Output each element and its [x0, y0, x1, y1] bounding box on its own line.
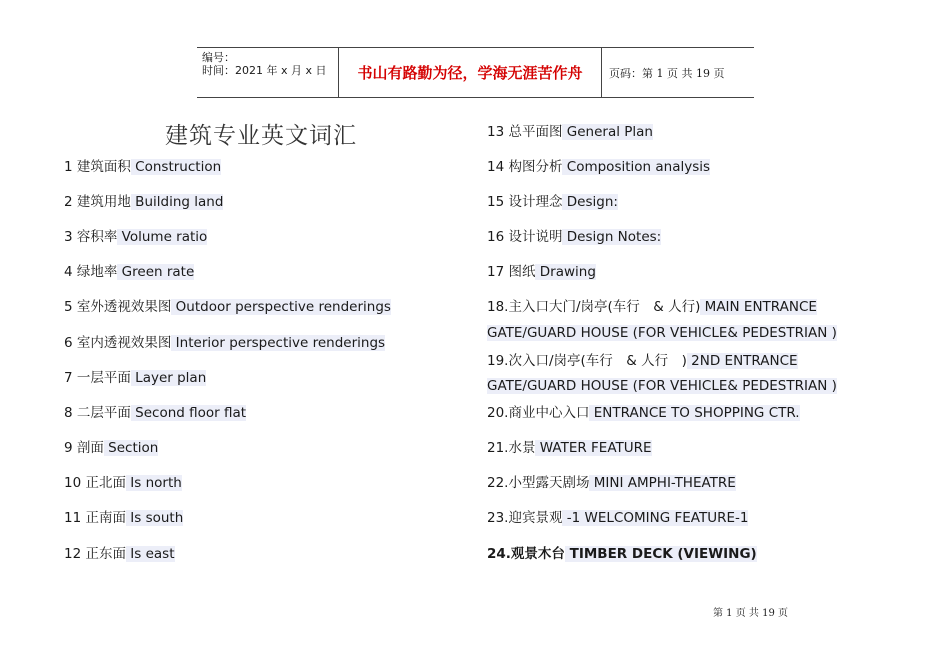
vocab-entry	[487, 193, 618, 211]
term-english: Drawing	[535, 264, 596, 280]
vocab-entry	[64, 439, 158, 457]
term-english: Outdoor perspective renderings	[171, 299, 391, 315]
term-chinese: 16 设计说明	[487, 229, 563, 245]
term-english: Is east	[125, 546, 175, 562]
term-english: General Plan	[562, 124, 653, 140]
vocab-entry	[487, 404, 800, 422]
vocab-entry	[64, 228, 207, 246]
vocab-entry	[64, 545, 175, 563]
term-chinese: 24.观景木台	[487, 546, 565, 562]
term-english: GATE/GUARD HOUSE (FOR VEHICLE& PEDESTRIAN )	[487, 325, 837, 341]
vocab-entry	[487, 158, 710, 176]
page-header	[197, 47, 754, 98]
term-english: Is north	[125, 475, 182, 491]
vocab-entry	[487, 439, 652, 457]
term-chinese: 20.商业中心入口	[487, 405, 590, 421]
term-chinese: 14 构图分析	[487, 159, 563, 175]
time-label: 时间：2021 年 x 月 x 日	[202, 64, 327, 77]
term-english: MAIN ENTRANCE	[700, 299, 817, 315]
vocab-entry	[64, 474, 182, 492]
vocab-entry	[64, 298, 391, 316]
vocab-entry	[487, 324, 837, 342]
term-english: 2ND ENTRANCE	[686, 353, 798, 369]
page-footer: 第 1 页 共 19 页	[713, 608, 788, 619]
vocab-entry	[64, 369, 206, 387]
term-chinese: 12 正东面	[64, 546, 126, 562]
term-chinese: 9 剖面	[64, 440, 104, 456]
term-chinese: 13 总平面图	[487, 124, 563, 140]
term-english: Section	[103, 440, 159, 456]
term-english: Design Notes:	[562, 229, 662, 245]
term-chinese: 10 正北面	[64, 475, 126, 491]
term-english: Second floor flat	[130, 405, 247, 421]
header-motto: 书山有路勤为径，学海无涯苦作舟	[339, 48, 602, 97]
term-chinese: 4 绿地率	[64, 264, 118, 280]
term-english: TIMBER DECK (VIEWING)	[564, 546, 757, 562]
term-english: WATER FEATURE	[535, 440, 652, 456]
term-chinese: 1 建筑面积	[64, 159, 131, 175]
vocab-entry	[487, 298, 817, 316]
header-meta	[197, 48, 339, 97]
vocab-entry	[487, 263, 596, 281]
term-chinese: 15 设计理念	[487, 194, 563, 210]
document-title: 建筑专业英文词汇	[165, 123, 357, 149]
term-chinese: 18.主入口大门/岗亭(车行 & 人行)	[487, 299, 701, 315]
term-english: Is south	[125, 510, 184, 526]
term-english: MINI AMPHI-THEATRE	[589, 475, 736, 491]
term-chinese: 19.次入口/岗亭(车行 & 人行 )	[487, 353, 687, 369]
number-label: 编号：	[202, 51, 235, 64]
vocab-entry	[64, 509, 183, 527]
header-page-info: 页码：第 1 页 共 19 页	[609, 66, 725, 80]
term-english: Interior perspective renderings	[171, 335, 386, 351]
vocab-entry	[64, 158, 221, 176]
term-chinese: 22.小型露天剧场	[487, 475, 590, 491]
vocab-entry	[64, 334, 385, 352]
vocab-entry	[64, 193, 223, 211]
term-chinese: 11 正南面	[64, 510, 126, 526]
vocab-entry	[487, 377, 837, 395]
term-english: Layer plan	[130, 370, 207, 386]
vocab-entry	[487, 509, 748, 527]
term-chinese: 21.水景	[487, 440, 536, 456]
vocab-entry	[487, 228, 661, 246]
term-english: Green rate	[117, 264, 195, 280]
term-chinese: 6 室内透视效果图	[64, 335, 172, 351]
term-english: Composition analysis	[562, 159, 711, 175]
term-chinese: 17 图纸	[487, 264, 536, 280]
term-chinese: 2 建筑用地	[64, 194, 131, 210]
term-english: -1 WELCOMING FEATURE-1	[562, 510, 749, 526]
vocab-entry	[487, 545, 757, 563]
term-english: Volume ratio	[117, 229, 208, 245]
vocab-entry	[487, 123, 653, 141]
term-english: ENTRANCE TO SHOPPING CTR.	[589, 405, 800, 421]
term-english: Construction	[130, 159, 222, 175]
term-english: Design:	[562, 194, 618, 210]
term-chinese: 23.迎宾景观	[487, 510, 563, 526]
term-chinese: 3 容积率	[64, 229, 118, 245]
term-chinese: 5 室外透视效果图	[64, 299, 172, 315]
vocab-entry	[64, 404, 246, 422]
vocab-entry	[64, 263, 194, 281]
term-english: Building land	[130, 194, 224, 210]
vocab-entry	[487, 474, 736, 492]
term-chinese: 7 一层平面	[64, 370, 131, 386]
term-chinese: 8 二层平面	[64, 405, 131, 421]
term-english: GATE/GUARD HOUSE (FOR VEHICLE& PEDESTRIAN )	[487, 378, 837, 394]
vocab-entry	[487, 352, 798, 370]
